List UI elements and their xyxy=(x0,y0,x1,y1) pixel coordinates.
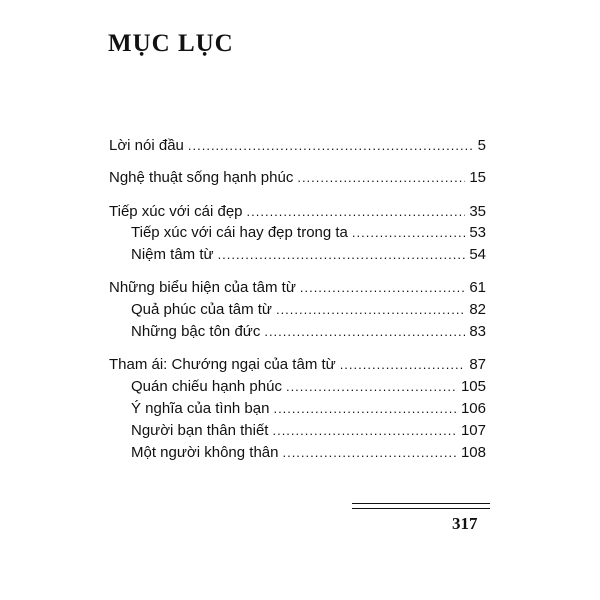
toc-entry-title: Ý nghĩa của tình bạn xyxy=(131,400,270,417)
toc-entry-page: 5 xyxy=(477,137,486,154)
dot-leader xyxy=(218,247,466,262)
toc-entry-title: Lời nói đầu xyxy=(109,137,184,154)
dot-leader xyxy=(247,204,466,219)
footer-rule xyxy=(352,503,490,504)
dot-leader xyxy=(340,357,466,372)
toc-entry-title: Tiếp xúc với cái đẹp xyxy=(109,203,243,220)
toc-subentry xyxy=(131,301,486,325)
toc-entry-title: Niệm tâm từ xyxy=(131,246,214,263)
toc-entry-page: 108 xyxy=(460,444,486,461)
dot-leader xyxy=(276,302,465,317)
toc-entry-page: 105 xyxy=(460,378,486,395)
toc-subentry xyxy=(131,224,486,248)
dot-leader xyxy=(264,324,465,339)
toc-entry-page: 82 xyxy=(469,301,486,318)
toc-subentry xyxy=(131,400,486,424)
toc-entry-page: 15 xyxy=(469,169,486,186)
dot-leader xyxy=(188,138,474,153)
page-number: 317 xyxy=(452,514,478,533)
toc-entry-page: 106 xyxy=(460,400,486,417)
toc-entry-page: 83 xyxy=(469,323,486,340)
toc-subentry xyxy=(131,246,486,270)
toc-entry-page: 61 xyxy=(469,279,486,296)
toc-entry-title: Người bạn thân thiết xyxy=(131,422,269,439)
toc-entry-title: Quả phúc của tâm từ xyxy=(131,301,272,318)
dot-leader xyxy=(272,423,457,438)
toc-subentry xyxy=(131,378,486,402)
toc-entry-page: 35 xyxy=(469,203,486,220)
toc-entry-title: Nghệ thuật sống hạnh phúc xyxy=(109,169,294,186)
dot-leader xyxy=(286,379,457,394)
dot-leader xyxy=(297,170,465,185)
toc-entry xyxy=(109,279,486,303)
toc-entry xyxy=(109,169,486,193)
toc-entry-title: Tham ái: Chướng ngại của tâm từ xyxy=(109,356,336,373)
toc-subentry xyxy=(131,444,486,468)
dot-leader xyxy=(282,445,457,460)
toc-entry-title: Tiếp xúc với cái hay đẹp trong ta xyxy=(131,224,348,241)
dot-leader xyxy=(352,225,465,240)
toc-entry-page: 53 xyxy=(469,224,486,241)
toc-entry xyxy=(109,137,486,161)
toc-heading: MỤC LỤC xyxy=(108,30,234,57)
toc-subentry xyxy=(131,323,486,347)
toc-entry-page: 54 xyxy=(469,246,486,263)
footer-rule xyxy=(352,508,490,509)
toc-entry-page: 87 xyxy=(469,356,486,373)
toc-entry-title: Những biểu hiện của tâm từ xyxy=(109,279,296,296)
dot-leader xyxy=(300,280,465,295)
toc-subentry xyxy=(131,422,486,446)
toc-entry-page: 107 xyxy=(460,422,486,439)
toc-entry-title: Những bậc tôn đức xyxy=(131,323,261,340)
toc-entry-title: Một người không thân xyxy=(131,444,279,461)
toc-entry xyxy=(109,356,486,380)
toc-entry-title: Quán chiếu hạnh phúc xyxy=(131,378,282,395)
dot-leader xyxy=(273,401,457,416)
